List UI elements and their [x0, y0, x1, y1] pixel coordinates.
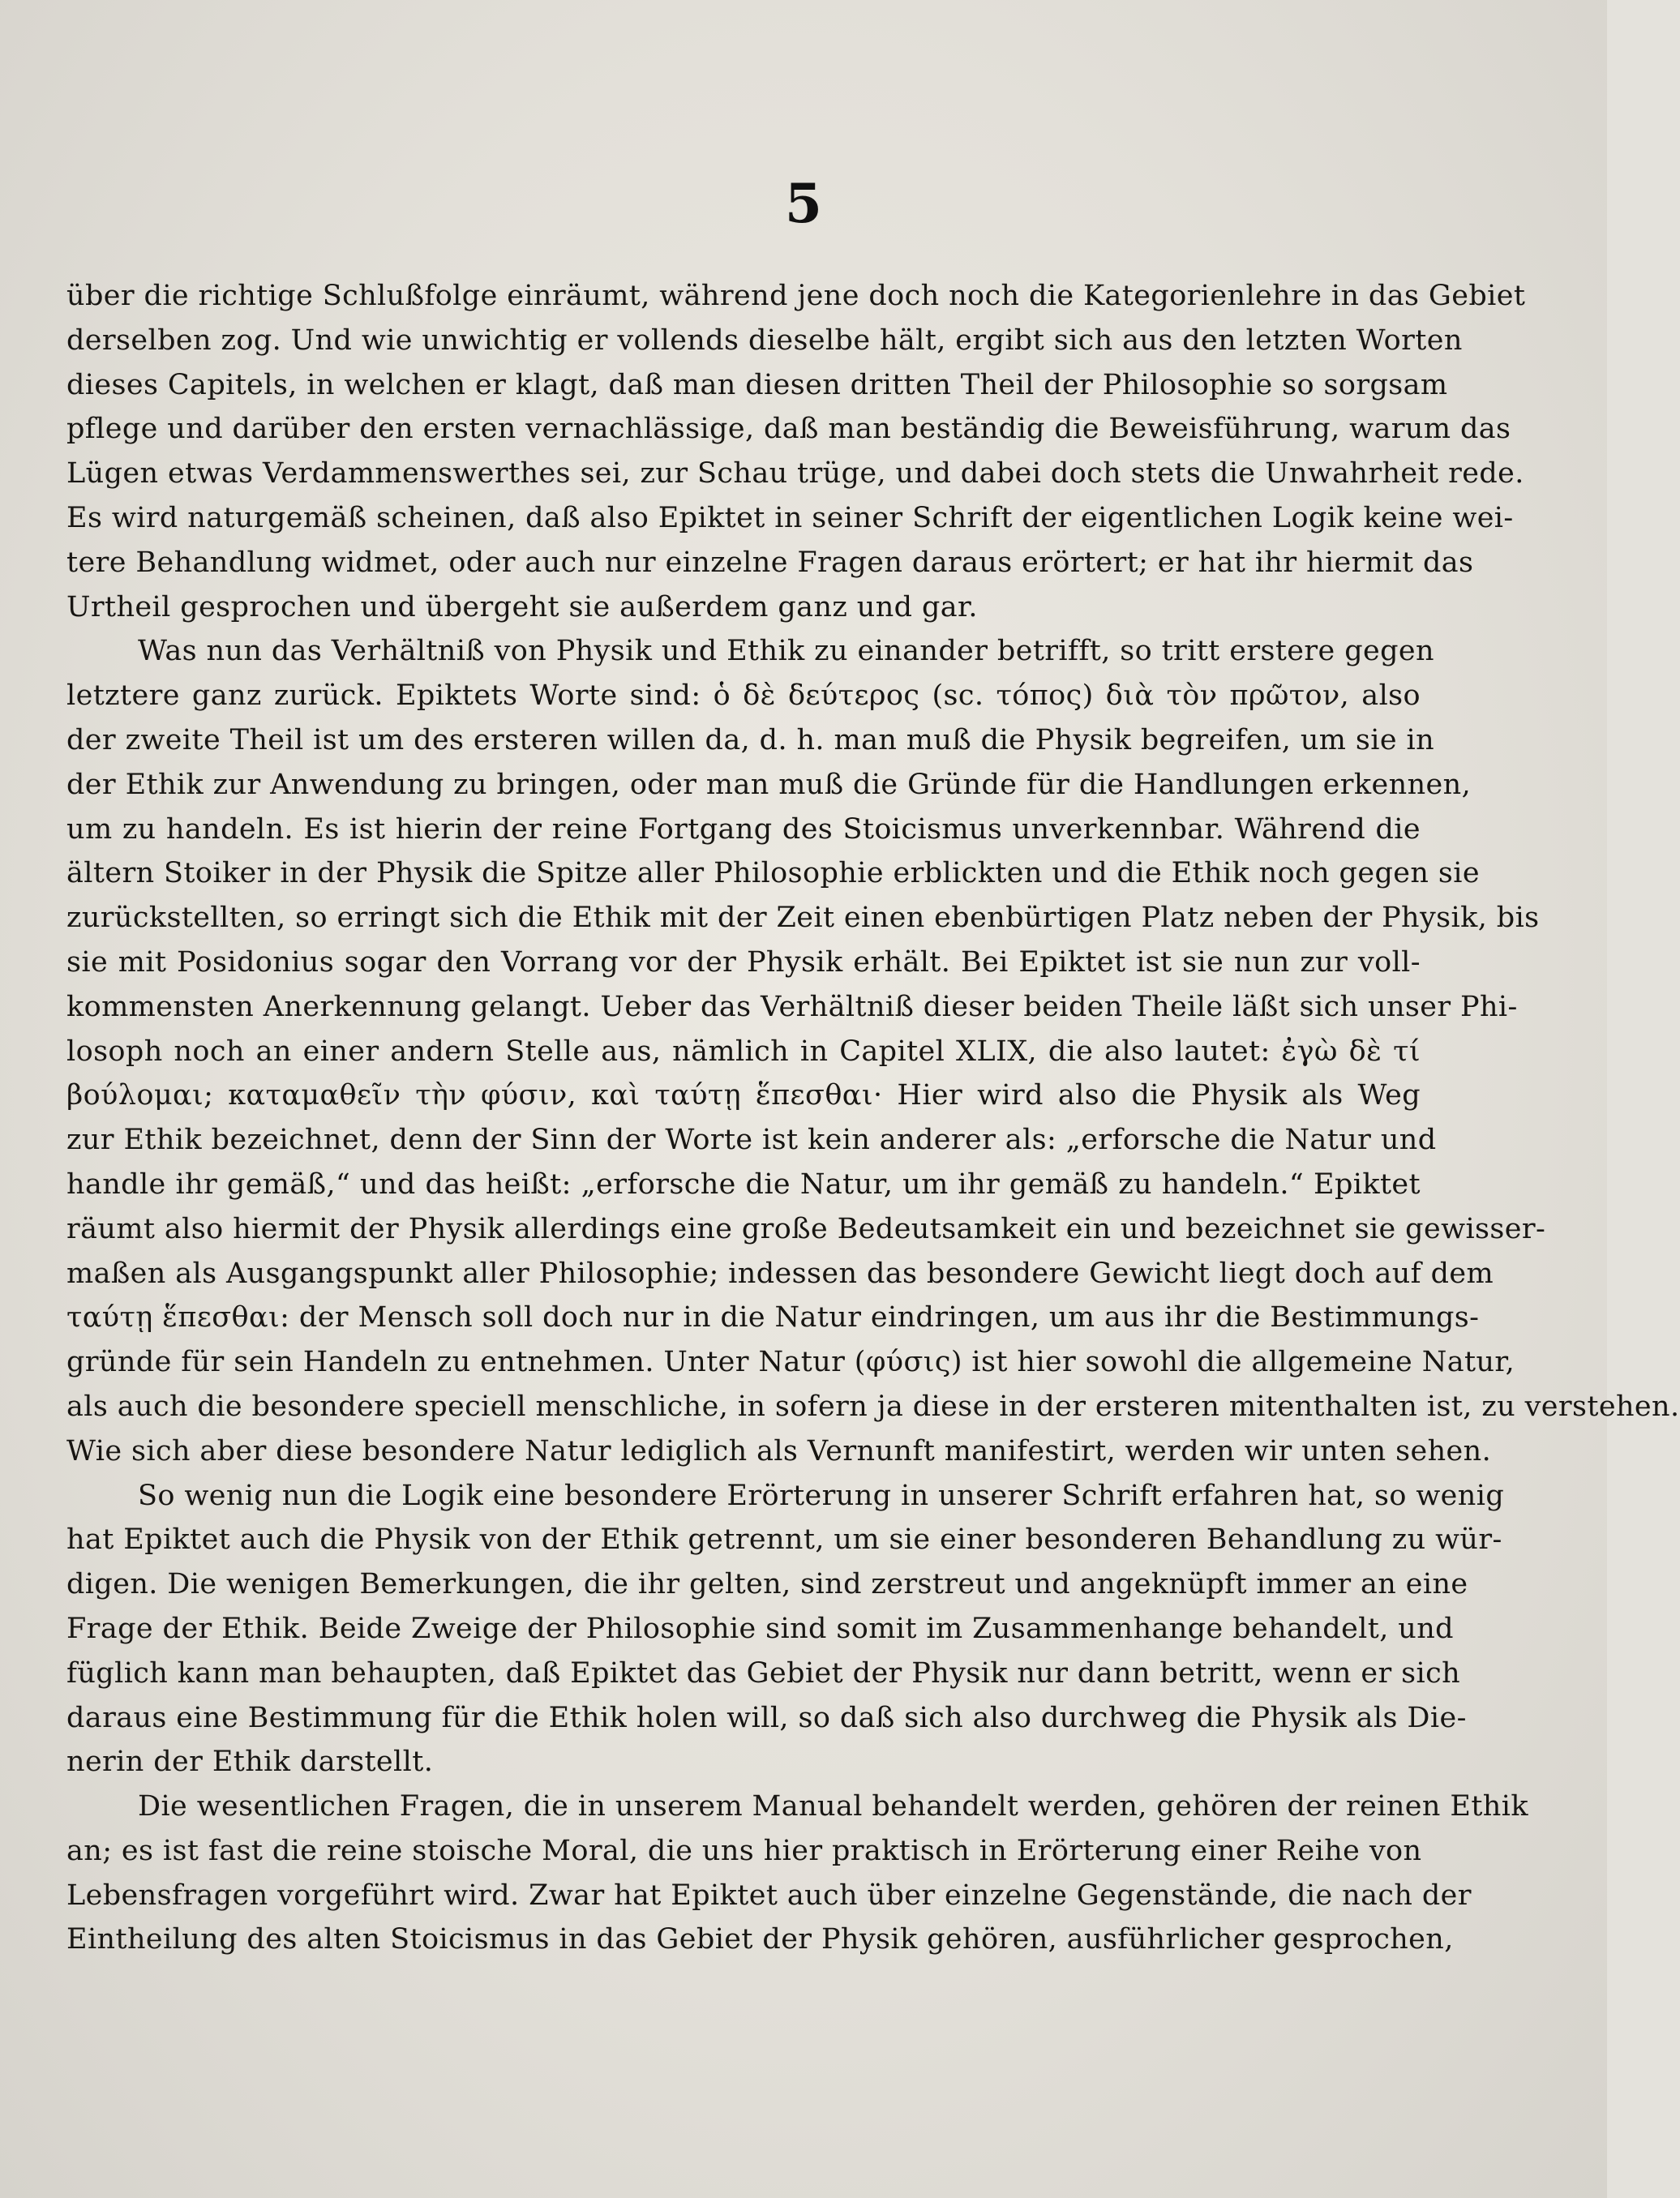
text-line: gründe für sein Handeln zu entnehmen. Unter Natur (φύσις) ist hier sowohl die allgemeine Natur, — [66, 1346, 1515, 1379]
text-line: maßen als Ausgangspunkt aller Philosophie; indessen das besondere Gewicht liegt doch auf dem — [66, 1257, 1494, 1290]
text-line: Lügen etwas Verdammenswerthes sei, zur Schau trüge, und dabei doch stets die Unwahrheit rede. — [66, 457, 1524, 491]
text-line: zurückstellten, so erringt sich die Ethik mit der Zeit einen ebenbürtigen Platz neben der Physik, bis — [66, 902, 1540, 935]
text-line: Es wird naturgemäß scheinen, daß also Epiktet in seiner Schrift der eigentlichen Logik keine wei- — [66, 501, 1514, 534]
text-line: So wenig nun die Logik eine besondere Erörterung in unserer Schrift erfahren hat, so wenig — [138, 1479, 1505, 1512]
text-line: Wie sich aber diese besondere Natur lediglich als Vernunft manifestirt, werden wir unten sehen. — [66, 1434, 1492, 1467]
text-line: derselben zog. Und wie unwichtig er vollends dieselbe hält, ergibt sich aus den letzten Worten — [66, 323, 1463, 357]
text-line: letztere ganz zurück. Epiktets Worte sind: ὁ δὲ δεύτερος (sc. τόπος) διὰ τὸν πρῶτον, also — [66, 679, 1421, 713]
text-line: pflege und darüber den ersten vernachlässige, daß man beständig die Beweisführung, warum das — [66, 413, 1511, 446]
text-line: kommensten Anerkennung gelangt. Ueber das Verhältniß dieser beiden Theile läßt sich unser Phi- — [66, 990, 1518, 1023]
text-line: Frage der Ethik. Beide Zweige der Philosophie sind somit im Zusammenhange behandelt, und — [66, 1612, 1454, 1645]
text-line: der Ethik zur Anwendung zu bringen, oder man muß die Gründe für die Handlungen erkennen, — [66, 768, 1472, 801]
text-line: digen. Die wenigen Bemerkungen, die ihr gelten, sind zerstreut und angeknüpft immer an eine — [66, 1568, 1468, 1601]
text-line: handle ihr gemäß,“ und das heißt: „erforsche die Natur, um ihr gemäß zu handeln.“ Epiktet — [66, 1168, 1421, 1201]
text-line: Die wesentlichen Fragen, die in unserem Manual behandelt werden, gehören der reinen Ethik — [138, 1790, 1528, 1823]
text-line: an; es ist fast die reine stoische Moral, die uns hier praktisch in Erörterung einer Reihe von — [66, 1834, 1422, 1867]
text-line: tere Behandlung widmet, oder auch nur einzelne Fragen daraus erörtert; er hat ihr hiermit das — [66, 546, 1474, 579]
text-line: Was nun das Verhältniß von Physik und Ethik zu einander betrifft, so tritt erstere gegen — [138, 635, 1434, 668]
text-line: dieses Capitels, in welchen er klagt, daß man diesen dritten Theil der Philosophie so sorgsam — [66, 368, 1448, 401]
body-text — [66, 274, 1680, 1962]
text-line: als auch die besondere speciell menschliche, in sofern ja diese in der ersteren mitenthalten ist, zu verstehen. — [66, 1390, 1680, 1423]
text-line: Urtheil gesprochen und übergeht sie außerdem ganz und gar. — [66, 590, 978, 623]
text-line: Lebensfragen vorgeführt wird. Zwar hat Epiktet auch über einzelne Gegenstände, die nach der — [66, 1879, 1472, 1912]
text-line: ταύτῃ ἕπεσθαι: der Mensch soll doch nur in die Natur eindringen, um aus ihr die Bestimmungs- — [66, 1301, 1480, 1335]
text-line: βούλομαι; καταμαθεῖν τὴν φύσιν, καὶ ταύτῃ ἕπεσθαι· Hier wird also die Physik als Weg — [66, 1079, 1421, 1112]
text-line: nerin der Ethik darstellt. — [66, 1746, 434, 1779]
text-line: räumt also hiermit der Physik allerdings eine große Bedeutsamkeit ein und bezeichnet sie gewisser- — [66, 1212, 1546, 1245]
page-number: 5 — [785, 172, 822, 235]
text-line: um zu handeln. Es ist hierin der reine Fortgang des Stoicismus unverkennbar. Während die — [66, 812, 1421, 846]
text-line: zur Ethik bezeichnet, denn der Sinn der Worte ist kein anderer als: „erforsche die Natur und — [66, 1124, 1437, 1157]
text-line: Eintheilung des alten Stoicismus in das Gebiet der Physik gehören, ausführlicher gesprochen, — [66, 1923, 1454, 1956]
text-line: hat Epiktet auch die Physik von der Ethik getrennt, um sie einer besonderen Behandlung zu wür- — [66, 1523, 1502, 1557]
text-line: daraus eine Bestimmung für die Ethik holen will, so daß sich also durchweg die Physik als Die- — [66, 1701, 1467, 1734]
text-line: ältern Stoiker in der Physik die Spitze aller Philosophie erblickten und die Ethik noch gegen sie — [66, 857, 1480, 890]
text-line: der zweite Theil ist um des ersteren willen da, d. h. man muß die Physik begreifen, um sie in — [66, 723, 1435, 756]
text-line: sie mit Posidonius sogar den Vorrang vor der Physik erhält. Bei Epiktet ist sie nun zur voll- — [66, 945, 1421, 979]
text-line: füglich kann man behaupten, daß Epiktet das Gebiet der Physik nur dann betritt, wenn er sich — [66, 1656, 1461, 1690]
text-line: über die richtige Schlußfolge einräumt, während jene doch noch die Kategorienlehre in das Gebiet — [66, 280, 1526, 312]
text-line: losoph noch an einer andern Stelle aus, nämlich in Capitel XLIX, die also lautet: ἐγὼ δὲ τί — [66, 1035, 1421, 1068]
